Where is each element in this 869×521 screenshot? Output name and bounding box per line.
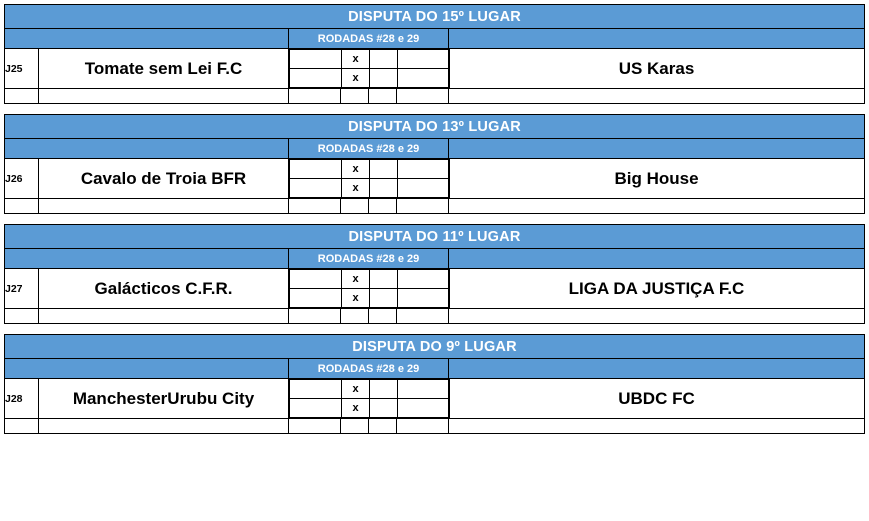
score-grid: [289, 379, 449, 419]
match-block: [4, 114, 865, 214]
rounds-label: RODADAS #28 e 29: [289, 139, 449, 159]
score-grid: [289, 269, 449, 309]
rounds-left-spacer: [5, 29, 289, 49]
footer-cell-s3: [369, 199, 397, 214]
block-rounds-row: [5, 139, 865, 159]
leg1-home-score[interactable]: [290, 50, 342, 69]
footer-cell-away: [449, 419, 865, 434]
footer-cell-code: [5, 89, 39, 104]
block-footer-row: [5, 419, 865, 434]
leg1-home-score[interactable]: [290, 380, 342, 399]
footer-cell-s3: [369, 309, 397, 324]
leg1-extra[interactable]: [398, 160, 450, 179]
footer-cell-home: [39, 89, 289, 104]
leg1-separator: x: [342, 380, 370, 399]
leg1-away-score[interactable]: [370, 160, 398, 179]
block-title-row: [5, 115, 865, 139]
match-block: [4, 334, 865, 434]
block-rounds-row: [5, 29, 865, 49]
leg2-away-score[interactable]: [370, 69, 398, 88]
match-code: J27: [5, 269, 39, 309]
leg2-separator: x: [342, 179, 370, 198]
rounds-right-spacer: [449, 139, 865, 159]
footer-cell-s3: [369, 419, 397, 434]
footer-cell-s2: [341, 309, 369, 324]
leg2-home-score[interactable]: [290, 69, 342, 88]
footer-cell-code: [5, 199, 39, 214]
block-footer-row: [5, 199, 865, 214]
footer-cell-s2: [341, 199, 369, 214]
footer-cell-away: [449, 89, 865, 104]
footer-cell-away: [449, 199, 865, 214]
leg1-separator: x: [342, 160, 370, 179]
block-title-row: [5, 225, 865, 249]
leg1-away-score[interactable]: [370, 380, 398, 399]
leg2-home-score[interactable]: [290, 179, 342, 198]
block-rounds-row: [5, 359, 865, 379]
footer-cell-s2: [341, 419, 369, 434]
footer-cell-s1: [289, 89, 341, 104]
leg1-extra[interactable]: [398, 270, 450, 289]
rounds-left-spacer: [5, 139, 289, 159]
leg2-extra[interactable]: [398, 179, 450, 198]
rounds-label: RODADAS #28 e 29: [289, 29, 449, 49]
footer-cell-s4: [397, 309, 449, 324]
match-block: [4, 4, 865, 104]
block-title: DISPUTA DO 11º LUGAR: [5, 225, 865, 249]
rounds-right-spacer: [449, 249, 865, 269]
footer-cell-s4: [397, 89, 449, 104]
leg1-extra[interactable]: [398, 50, 450, 69]
match-row: [5, 269, 865, 309]
block-title: DISPUTA DO 13º LUGAR: [5, 115, 865, 139]
block-title: DISPUTA DO 9º LUGAR: [5, 335, 865, 359]
match-code: J26: [5, 159, 39, 199]
leg1-away-score[interactable]: [370, 270, 398, 289]
home-team: ManchesterUrubu City: [39, 379, 289, 419]
leg2-home-score[interactable]: [290, 289, 342, 308]
block-title-row: [5, 5, 865, 29]
leg2-extra[interactable]: [398, 69, 450, 88]
leg2-away-score[interactable]: [370, 399, 398, 418]
leg2-home-score[interactable]: [290, 399, 342, 418]
match-code: J28: [5, 379, 39, 419]
footer-cell-away: [449, 309, 865, 324]
footer-cell-code: [5, 419, 39, 434]
rounds-left-spacer: [5, 249, 289, 269]
rounds-right-spacer: [449, 359, 865, 379]
footer-cell-home: [39, 419, 289, 434]
footer-cell-home: [39, 309, 289, 324]
leg1-away-score[interactable]: [370, 50, 398, 69]
rounds-label: RODADAS #28 e 29: [289, 249, 449, 269]
footer-cell-s1: [289, 309, 341, 324]
match-code: J25: [5, 49, 39, 89]
block-rounds-row: [5, 249, 865, 269]
rounds-label: RODADAS #28 e 29: [289, 359, 449, 379]
away-team: LIGA DA JUSTIÇA F.C: [449, 269, 865, 309]
match-row: [5, 379, 865, 419]
leg1-separator: x: [342, 270, 370, 289]
block-title-row: [5, 335, 865, 359]
rounds-right-spacer: [449, 29, 865, 49]
away-team: Big House: [449, 159, 865, 199]
leg1-extra[interactable]: [398, 380, 450, 399]
footer-cell-code: [5, 309, 39, 324]
leg2-away-score[interactable]: [370, 179, 398, 198]
away-team: US Karas: [449, 49, 865, 89]
match-row: [5, 49, 865, 89]
block-footer-row: [5, 89, 865, 104]
home-team: Galácticos C.F.R.: [39, 269, 289, 309]
leg2-extra[interactable]: [398, 289, 450, 308]
leg2-away-score[interactable]: [370, 289, 398, 308]
leg2-separator: x: [342, 69, 370, 88]
leg2-extra[interactable]: [398, 399, 450, 418]
leg1-separator: x: [342, 50, 370, 69]
footer-cell-s1: [289, 199, 341, 214]
home-team: Cavalo de Troia BFR: [39, 159, 289, 199]
match-block: [4, 224, 865, 324]
leg1-home-score[interactable]: [290, 160, 342, 179]
footer-cell-s1: [289, 419, 341, 434]
away-team: UBDC FC: [449, 379, 865, 419]
score-grid: [289, 159, 449, 199]
footer-cell-s4: [397, 199, 449, 214]
footer-cell-home: [39, 199, 289, 214]
leg1-home-score[interactable]: [290, 270, 342, 289]
footer-cell-s3: [369, 89, 397, 104]
rounds-left-spacer: [5, 359, 289, 379]
footer-cell-s4: [397, 419, 449, 434]
score-grid: [289, 49, 449, 89]
home-team: Tomate sem Lei F.C: [39, 49, 289, 89]
leg2-separator: x: [342, 289, 370, 308]
block-title: DISPUTA DO 15º LUGAR: [5, 5, 865, 29]
block-footer-row: [5, 309, 865, 324]
match-row: [5, 159, 865, 199]
footer-cell-s2: [341, 89, 369, 104]
leg2-separator: x: [342, 399, 370, 418]
